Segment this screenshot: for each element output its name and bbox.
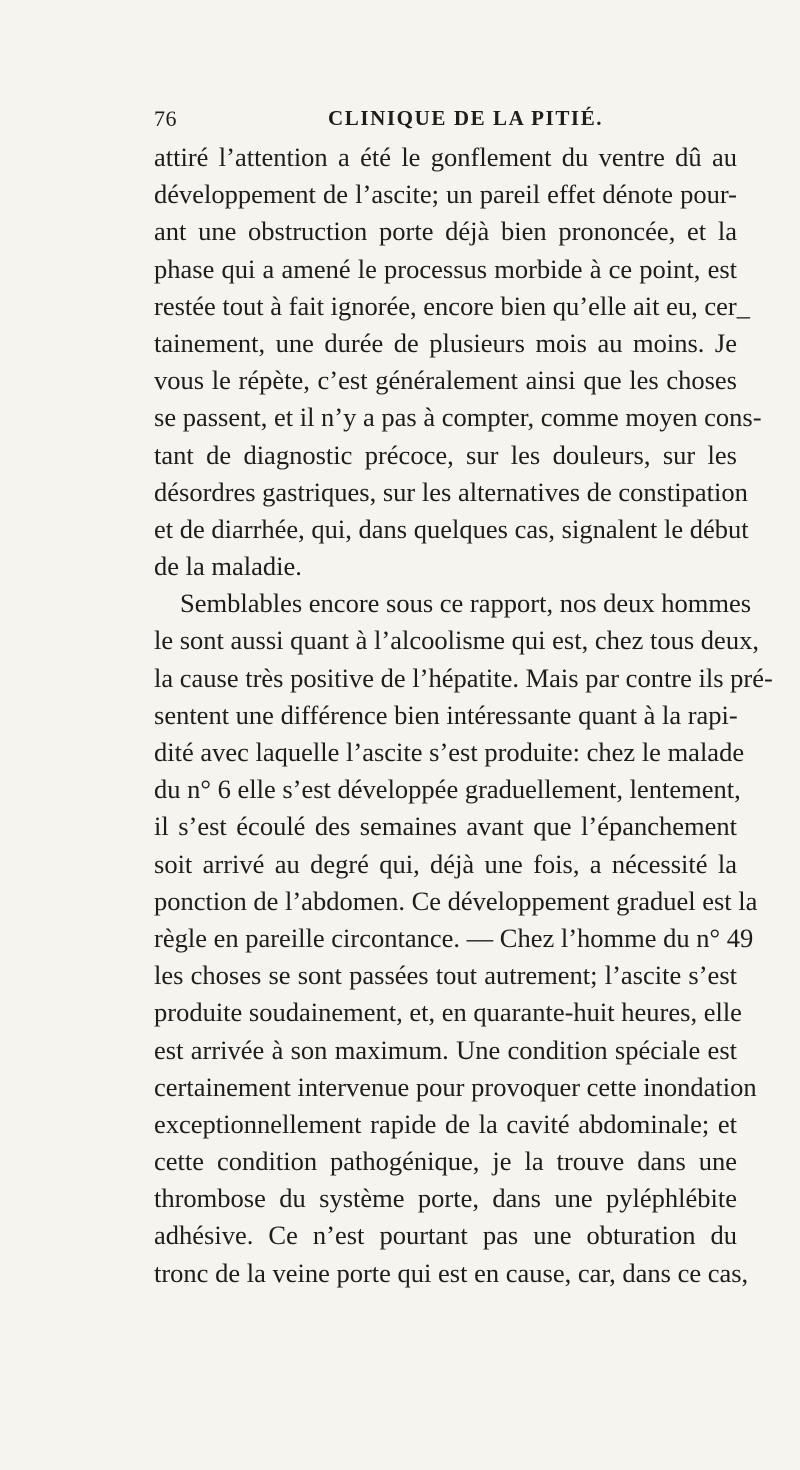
- text-line: soit arrivé au degré qui, déjà une fois, a nécessité la: [154, 848, 737, 879]
- text-line: il s’est écoulé des semaines avant que l’épanchement: [154, 811, 737, 842]
- text-line: tronc de la veine porte qui est en cause, car, dans ce cas,: [154, 1257, 749, 1288]
- text-line: du n° 6 elle s’est développée graduellement, lentement,: [154, 774, 741, 805]
- text-line: se passent, et il n’y a pas à compter, comme moyen cons-: [154, 402, 762, 433]
- body-text: [154, 139, 773, 1292]
- text-line: attiré l’attention a été le gonflement du ventre dû au: [154, 142, 737, 172]
- text-line: vous le répète, c’est généralement ainsi que les choses: [154, 365, 737, 396]
- text-line: adhésive. Ce n’est pourtant pas une obturation du: [154, 1220, 737, 1251]
- text-line: est arrivée à son maximum. Une condition spéciale est: [154, 1034, 737, 1065]
- text-line: et de diarrhée, qui, dans quelques cas, signalent le début: [154, 513, 749, 544]
- text-line: cette condition pathogénique, je la trouve dans une: [154, 1146, 737, 1177]
- text-line: désordres gastriques, sur les alternatives de constipation: [154, 476, 748, 507]
- text-line: la cause très positive de l’hépatite. Mais par contre ils pré-: [154, 662, 773, 693]
- text-line: développement de l’ascite; un pareil effet dénote pour-: [154, 179, 737, 210]
- text-line: ant une obstruction porte déjà bien prononcée, et la: [154, 216, 737, 247]
- page-number: 76: [154, 106, 177, 131]
- paragraph-start-line: Semblables encore sous ce rapport, nos deux hommes: [180, 588, 752, 619]
- text-line: produite soudainement, et, en quarante-huit heures, elle: [154, 997, 742, 1028]
- text-line: thrombose du système porte, dans une pyléphlébite: [154, 1183, 737, 1214]
- text-line: certainement intervenue pour provoquer cette inondation: [154, 1071, 757, 1102]
- text-line: tainement, une durée de plusieurs mois au moins. Je: [154, 327, 737, 358]
- page-header: [154, 106, 714, 136]
- text-line: dité avec laquelle l’ascite s’est produite: chez le malade: [154, 737, 745, 767]
- text-line: les choses se sont passées tout autrement; l’ascite s’est: [154, 960, 737, 991]
- text-line: sentent une différence bien intéressante quant à la rapi-: [154, 699, 738, 730]
- running-head: CLINIQUE DE LA PITIÉ.: [328, 106, 604, 130]
- text-line: exceptionnellement rapide de la cavité abdominale; et: [154, 1108, 737, 1139]
- text-line: le sont aussi quant à l’alcoolisme qui est, chez tous deux,: [154, 625, 759, 656]
- text-line: règle en pareille circontance. — Chez l’homme du n° 49: [154, 922, 754, 953]
- text-line: restée tout à fait ignorée, encore bien qu’elle ait eu, cer_: [154, 290, 750, 321]
- text-line: tant de diagnostic précoce, sur les douleurs, sur les: [154, 439, 737, 470]
- text-line: ponction de l’abdomen. Ce développement graduel est la: [154, 885, 758, 916]
- paragraph-end-line: de la maladie.: [154, 551, 302, 582]
- text-line: phase qui a amené le processus morbide à ce point, est: [154, 253, 737, 284]
